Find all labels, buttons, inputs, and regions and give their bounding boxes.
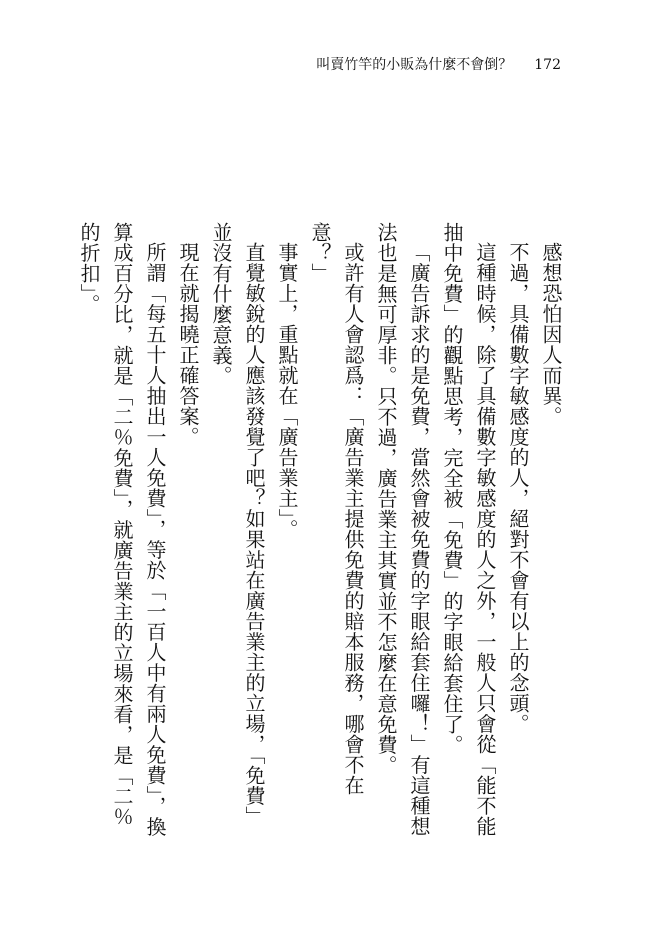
paragraph: 這種時候，除了具備數字敏感度的人之外，一般人只會從「能不能抽中免費」的觀點思考，完全被「免費」的字眼給套住了。 bbox=[440, 222, 497, 837]
paragraph: 感想恐怕因人而異。 bbox=[539, 242, 563, 427]
paragraph: 所謂「每五十人抽出一人免費」，等於「一百人中有兩人免費」，換算成百分比，就是「二％免費」，就廣告業主的立場來看，是「二％的折扣」。 bbox=[77, 222, 167, 837]
page-number: 172 bbox=[534, 57, 561, 73]
running-header bbox=[316, 56, 561, 74]
header-title: 叫賣竹竿的小販為什麼不會倒？ bbox=[316, 57, 513, 73]
paragraph: 事實上，重點就在「廣告業主」。 bbox=[275, 242, 299, 540]
paragraph: 不過，具備數字敏感度的人，絕對不會有以上的念頭。 bbox=[506, 242, 530, 734]
paragraph: 「廣告訴求的是免費，當然會被免費的字眼給套住囉！」有這種想法也是無可厚非。只不過，廣告業主其實並不怎麼在意免費。 bbox=[374, 222, 431, 837]
paragraph: 或許有人會認爲：「廣告業主提供免費的賠本服務，哪會不在意？」 bbox=[308, 222, 365, 796]
paragraph: 現在就揭曉正確答案。 bbox=[176, 242, 200, 447]
paragraph: 直覺敏銳的人應該發覺了吧？如果站在廣告業主的立場，「免費」並沒有什麼意義。 bbox=[209, 222, 266, 827]
body-text bbox=[77, 222, 567, 842]
